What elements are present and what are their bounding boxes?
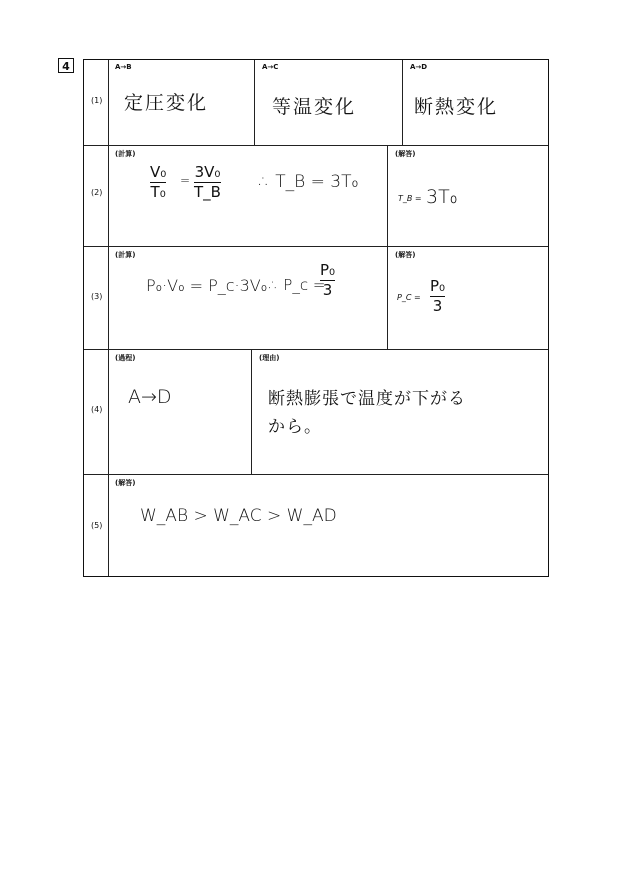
r1-header-ad: A→D — [410, 63, 428, 71]
r1-answer-ad: 断熱変化 — [414, 96, 499, 118]
r4-divider — [251, 349, 252, 474]
row-label-2: (2) — [91, 188, 103, 197]
r3-calc-header: (計算) — [115, 251, 136, 259]
r3-answer-label: P_C = — [397, 293, 421, 302]
r3-frac-num: P₀ — [320, 261, 336, 279]
row-label-4: (4) — [91, 405, 103, 414]
r2-fraction-right — [194, 164, 221, 201]
r2-frac1-num: V₀ — [150, 163, 167, 181]
r2-divider — [387, 145, 388, 246]
r2-frac2-den: T_B — [194, 183, 221, 201]
r3-calc-expr: P₀·V₀ = P_c·3V₀ — [146, 276, 268, 295]
r2-answer-value: 3T₀ — [426, 186, 458, 208]
answer-sheet-table — [83, 59, 549, 577]
row-divider-1 — [84, 145, 548, 146]
r1-answer-ab: 定圧変化 — [124, 92, 209, 114]
r3-divider — [387, 246, 388, 349]
r3-therefore-expr: ∴ P_c = — [269, 276, 326, 294]
r2-answer-header: (解答) — [395, 150, 416, 158]
r1-answer-ac: 等温変化 — [272, 96, 357, 118]
r1-header-ac: A→C — [262, 63, 279, 71]
r4-reason-line1: 断熱膨張で温度が下がる — [268, 389, 466, 409]
r2-answer-label: T_B = — [398, 194, 422, 203]
r2-frac1-den: T₀ — [150, 183, 166, 201]
question-number-box: 4 — [58, 58, 74, 73]
r5-answer-header: (解答) — [115, 479, 136, 487]
r1-header-ab: A→B — [115, 63, 132, 71]
row-divider-3 — [84, 349, 548, 350]
row-divider-2 — [84, 246, 548, 247]
r3-frac-den: 3 — [322, 281, 333, 299]
r2-fraction-left — [150, 164, 166, 201]
row-label-5: (5) — [91, 521, 103, 530]
row-label-1: (1) — [91, 96, 103, 105]
r5-answer: W_AB > W_AC > W_AD — [140, 506, 337, 526]
r1-divider-b — [402, 60, 403, 145]
r2-frac2-num: 3V₀ — [194, 163, 221, 181]
r4-reason-line2: から。 — [268, 417, 322, 437]
r3-answer-fraction — [430, 278, 445, 315]
row-divider-4 — [84, 474, 548, 475]
row-label-3: (3) — [91, 292, 103, 301]
r3-answer-den: 3 — [432, 297, 443, 315]
r4-process-header: (過程) — [115, 354, 136, 362]
r2-therefore-expr: ∴ T_B = 3T₀ — [259, 172, 359, 192]
r3-answer-num: P₀ — [430, 277, 446, 295]
r3-fraction — [320, 262, 335, 299]
r2-equals: = — [180, 173, 191, 187]
r2-calc-header: (計算) — [115, 150, 136, 158]
r4-reason-header: (理由) — [259, 354, 280, 362]
label-column-divider — [108, 60, 109, 576]
r1-divider-a — [254, 60, 255, 145]
r3-answer-header: (解答) — [395, 251, 416, 259]
r4-process-answer: A→D — [128, 386, 172, 408]
